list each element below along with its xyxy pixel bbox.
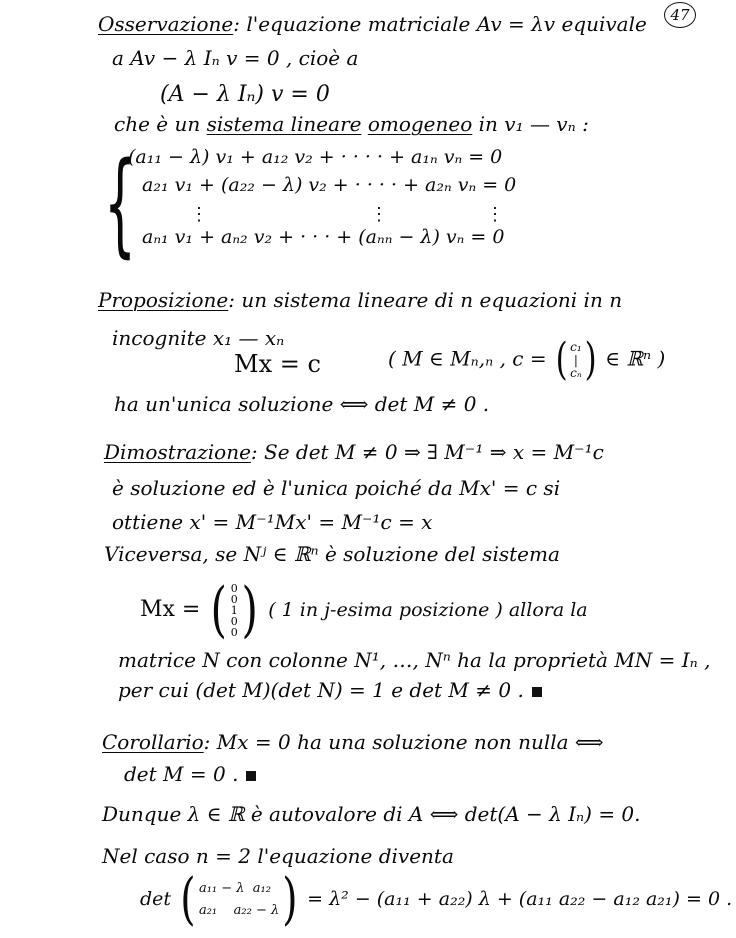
unit-vector-left-paren: ( xyxy=(210,575,228,645)
corollary-text-2: det M = 0 . xyxy=(124,762,239,786)
unit-vector-entry: 0 xyxy=(230,625,238,639)
unit-vector-entry: 1 xyxy=(230,603,238,617)
unit-vector-right-paren: ) xyxy=(241,575,258,645)
observation-equation: (A − λ Iₙ) v = 0 xyxy=(160,82,330,107)
proposition-text-3: ha un'unica soluzione ⟺ det M ≠ 0 . xyxy=(114,392,490,416)
matrix-right-paren: ) xyxy=(282,867,298,932)
final-text-2: Nel caso n = 2 l'equazione diventa xyxy=(102,844,454,868)
matrix-2x2 xyxy=(199,878,279,922)
system-row-n: aₙ₁ v₁ + aₙ₂ v₂ + · · · + (aₙₙ − λ) vₙ = 0 xyxy=(142,226,505,248)
unit-vector-entry: 0 xyxy=(230,592,238,606)
proof-text-6: per cui (det M)(det N) = 1 e det M ≠ 0 . xyxy=(118,678,524,702)
unit-vector xyxy=(231,583,238,638)
corollary-line-1 xyxy=(102,732,604,752)
proof-mx-post: ( 1 in j-esima posizione ) allora la xyxy=(268,599,588,621)
final-statement: Dunque λ ∈ ℝ è autovalore di A ⟺ det(A − λ Iₙ) = 0. xyxy=(102,802,641,826)
column-vector: c₁ | cₙ xyxy=(570,339,582,380)
proof-line-6 xyxy=(118,680,542,700)
corollary-text-1: : Mx = 0 ha una soluzione non nulla ⟺ xyxy=(203,730,604,754)
system-row-1: (a₁₁ − λ) v₁ + a₁₂ v₂ + · · · · + a₁ₙ vₙ = 0 xyxy=(128,146,503,168)
observation-underlined-1: sistema lineare xyxy=(206,112,362,136)
matrix-entry-11: a₁₁ − λ xyxy=(198,881,245,896)
column-vector-left-paren: ( xyxy=(555,334,568,385)
qed-square-icon-2 xyxy=(246,771,256,781)
proof-mx: Mx = xyxy=(140,597,201,622)
column-vector-right-paren: ) xyxy=(584,334,597,385)
qed-square-icon xyxy=(532,687,542,697)
corollary-line-2 xyxy=(124,764,256,784)
system-brace: { xyxy=(104,139,137,269)
proof-line-1 xyxy=(104,442,604,462)
proposition-label: Proposizione xyxy=(98,288,229,312)
proof-text-2: è soluzione ed è l'unica poiché da Mx' = c si xyxy=(112,476,561,500)
proof-label: Dimostrazione xyxy=(104,440,251,464)
matrix-entry-21: a₂₁ xyxy=(198,903,218,918)
observation-text-1: : l'equazione matriciale Av = λv equivale xyxy=(233,12,647,36)
corollary-label: Corollario xyxy=(102,730,204,754)
proof-text-5: matrice N con colonne N¹, …, Nⁿ ha la proprietà MN = Iₙ , xyxy=(118,648,711,672)
observation-line-4 xyxy=(114,114,589,134)
column-vector-bottom: cₙ xyxy=(570,365,582,380)
proposition-equation: Mx = c xyxy=(234,350,321,378)
observation-underlined-2: omogeneo xyxy=(367,112,473,136)
observation-label: Osservazione xyxy=(98,12,234,36)
matrix-entry-22: a₂₂ − λ xyxy=(233,903,280,918)
observation-line-1 xyxy=(98,14,647,34)
proof-text-1: : Se det M ≠ 0 ⇒ ∃ M⁻¹ ⇒ x = M⁻¹c xyxy=(250,440,604,464)
matrix-entry-12: a₁₂ xyxy=(252,881,271,896)
system-vdots-2: ⋮ xyxy=(370,204,388,225)
matrix-left-paren: ( xyxy=(180,867,196,932)
proposition-text-2: incognite x₁ — xₙ xyxy=(112,326,285,350)
characteristic-equation xyxy=(140,867,733,932)
proposition-text-1: : un sistema lineare di n equazioni in n xyxy=(228,288,623,312)
proposition-condition xyxy=(388,334,666,385)
proof-mx-line xyxy=(140,575,588,645)
proposition-line-1 xyxy=(98,290,622,310)
characteristic-rhs: = λ² − (a₁₁ + a₂₂) λ + (a₁₁ a₂₂ − a₁₂ a₂₁) = 0 . xyxy=(307,888,733,910)
unit-vector-entry: 0 xyxy=(230,581,238,595)
column-vector-top: c₁ xyxy=(570,339,582,354)
proof-text-3: ottiene x' = M⁻¹Mx' = M⁻¹c = x xyxy=(112,510,433,534)
observation-text-4-post: in v₁ — vₙ : xyxy=(478,112,589,136)
proof-text-4: Viceversa, se Nʲ ∈ ℝⁿ è soluzione del sistema xyxy=(104,542,560,566)
system-row-2: a₂₁ v₁ + (a₂₂ − λ) v₂ + · · · · + a₂ₙ vₙ = 0 xyxy=(142,174,517,196)
det-label: det xyxy=(140,888,172,910)
system-vdots-3: ⋮ xyxy=(486,204,504,225)
unit-vector-entry: 0 xyxy=(230,614,238,628)
proposition-condition-post: ∈ ℝⁿ ) xyxy=(605,346,666,371)
observation-text-4-pre: che è un xyxy=(114,112,201,136)
observation-text-2: a Av − λ Iₙ v = 0 , cioè a xyxy=(112,46,359,70)
page-number: 47 xyxy=(664,2,696,28)
system-vdots-1: ⋮ xyxy=(190,204,208,225)
proposition-condition-pre: ( M ∈ Mₙ,ₙ , c = xyxy=(388,346,547,371)
